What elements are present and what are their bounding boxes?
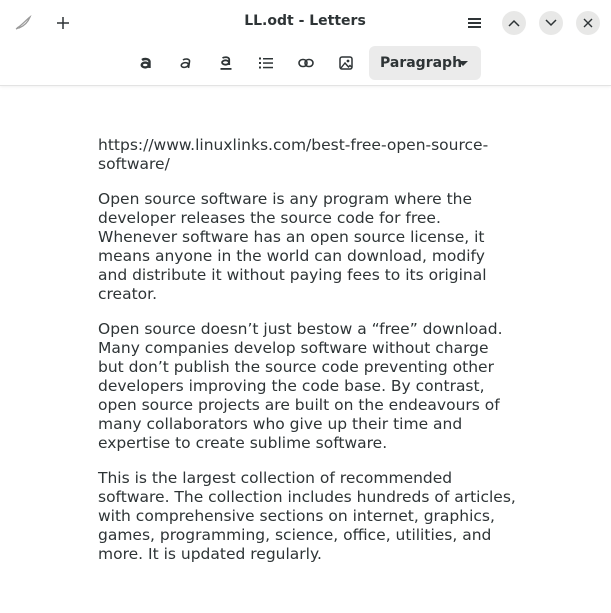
insert-image-button[interactable] (332, 49, 360, 77)
italic-button[interactable] (172, 49, 200, 77)
underline-icon (219, 56, 233, 71)
document-paragraph[interactable]: This is the largest collection of recommended software. The collection includes hundreds of articles, with comprehensive sections on internet, graphics, games, programming, science, office, utilities, and more. It is updated regularly. (98, 469, 516, 563)
document-paragraph[interactable]: Open source software is any program where the developer releases the source code for free. Whenever software has an open source license, it means anyone in the world can download, modify and distribute it without paying fees to its original creator. (98, 190, 487, 303)
close-button[interactable] (576, 11, 600, 35)
headerbar (0, 0, 611, 86)
next-button[interactable] (539, 11, 563, 35)
chevron-down-icon (545, 19, 557, 27)
bullet-list-icon (259, 57, 273, 69)
bullet-list-button[interactable] (252, 49, 280, 77)
italic-icon (179, 57, 193, 69)
previous-button[interactable] (502, 11, 526, 35)
new-document-button[interactable] (51, 11, 75, 35)
image-icon (339, 56, 353, 70)
paragraph-style-label: Paragraph (380, 55, 463, 71)
hamburger-menu-icon (468, 17, 481, 29)
insert-link-button[interactable] (292, 49, 320, 77)
underline-button[interactable] (212, 49, 240, 77)
document-paragraph[interactable]: Open source doesn’t just bestow a “free” download. Many companies develop software without charge but don’t publish the source code preventing other developers improving the code base. By contrast, open source projects are built on the endeavours of many collaborators who give up their time and expertise to create sublime software. (98, 320, 503, 452)
paragraph-style-dropdown[interactable] (369, 46, 481, 80)
document-body[interactable] (98, 136, 518, 580)
plus-icon (56, 16, 70, 30)
window-title: LL.odt - Letters (244, 13, 366, 29)
quill-pen-icon[interactable] (13, 13, 35, 33)
bold-button[interactable] (132, 49, 160, 77)
link-icon (298, 58, 314, 68)
document-paragraph[interactable]: https://www.linuxlinks.com/best-free-open-source-software/ (98, 136, 489, 173)
chevron-up-icon (508, 19, 520, 27)
main-menu-button[interactable] (462, 11, 486, 35)
close-icon (583, 18, 593, 28)
caret-down-icon (458, 61, 468, 66)
bold-icon (139, 57, 153, 69)
